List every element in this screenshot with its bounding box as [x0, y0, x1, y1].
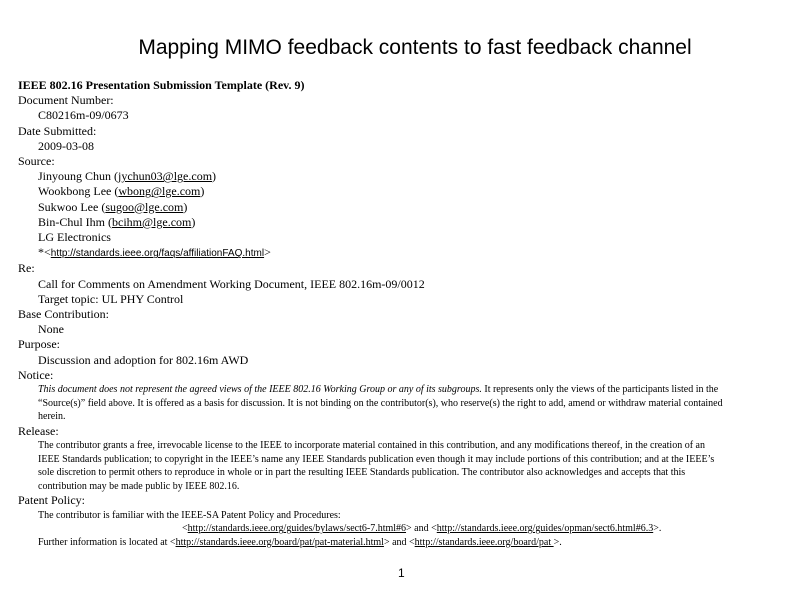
author-line — [18, 200, 793, 215]
board-pat-link[interactable]: http://standards.ieee.org/board/pat — [414, 536, 554, 548]
template-header: IEEE 802.16 Presentation Submission Template (Rev. 9) — [18, 78, 305, 92]
author-email-link[interactable]: jychun03@lge.com — [118, 169, 213, 184]
re-line-2: Target topic: UL PHY Control — [38, 291, 184, 306]
patent-line-3 — [18, 536, 793, 550]
bylaws-link[interactable]: http://standards.ieee.org/guides/bylaws/sect6-7.html#6 — [187, 523, 407, 535]
author-email-link[interactable]: sugoo@lge.com — [105, 199, 184, 214]
author-close: ) — [183, 199, 188, 214]
patent-l2-pre: < — [182, 523, 188, 535]
base-contribution-label: Base Contribution: — [18, 307, 109, 322]
opman-link[interactable]: http://standards.ieee.org/guides/opman/sect6.html#6.3 — [436, 523, 654, 535]
patent-l2-mid: > and < — [406, 523, 437, 535]
re-label: Re: — [18, 261, 35, 276]
organization: LG Electronics — [38, 230, 111, 245]
notice-label: Notice: — [18, 367, 54, 382]
notice-rest: It represents only the views of the participants listed in the — [481, 384, 719, 396]
document-number-value: C80216m-09/0673 — [38, 108, 129, 123]
author-name: Bin-Chul Ihm ( — [38, 214, 112, 229]
author-close: ) — [212, 169, 217, 184]
purpose-label: Purpose: — [18, 337, 60, 352]
faq-prefix: *< — [38, 245, 51, 260]
re-line-1: Call for Comments on Amendment Working Document, IEEE 802.16m-09/0012 — [38, 276, 425, 291]
slide-title: Mapping MIMO feedback contents to fast feedback channel — [138, 36, 692, 59]
patent-l3-mid: > and < — [383, 536, 415, 548]
notice-italic: This document does not represent the agreed views of the IEEE 802.16 Working Group or any of its subgroups. — [38, 384, 482, 396]
author-line — [18, 169, 793, 184]
release-line-1: The contributor grants a free, irrevocable license to the IEEE to incorporate material contained in this contribution, and any modifications thereof, in the creation of an — [38, 440, 705, 452]
release-line-3: sole discretion to permit others to reproduce in whole or in part the resulting IEEE Standards publication. The contributor also acknowledges and accepts that this — [38, 467, 686, 479]
affiliation-faq-link[interactable]: http://standards.ieee.org/faqs/affiliationFAQ.html — [50, 248, 265, 260]
author-close: ) — [191, 214, 196, 229]
patent-line-2 — [18, 522, 793, 536]
document-number-label: Document Number: — [18, 93, 114, 108]
affiliation-faq-line — [18, 245, 793, 261]
notice-line-1 — [18, 383, 793, 397]
author-name: Wookbong Lee ( — [38, 184, 119, 199]
date-submitted-label: Date Submitted: — [18, 123, 97, 138]
notice-line-2: “Source(s)” field above. It is offered as a basis for discussion. It is not binding on the contributor(s), who reserve(s) the right to add, amend or withdraw material contained — [38, 397, 723, 409]
release-line-4: contribution may be made public by IEEE 802.16. — [38, 480, 240, 492]
patent-policy-label: Patent Policy: — [18, 493, 85, 508]
author-line — [18, 184, 793, 199]
submission-template — [18, 78, 793, 549]
patent-line-1: The contributor is familiar with the IEEE-SA Patent Policy and Procedures: — [38, 509, 341, 521]
author-line — [18, 215, 793, 230]
author-email-link[interactable]: bcihm@lge.com — [112, 214, 192, 229]
page-number: 1 — [398, 566, 405, 580]
author-email-link[interactable]: wbong@lge.com — [118, 184, 201, 199]
source-label: Source: — [18, 154, 55, 169]
purpose-value: Discussion and adoption for 802.16m AWD — [38, 352, 249, 367]
release-label: Release: — [18, 423, 59, 438]
release-line-2: IEEE Standards publication; to copyright in the IEEE’s name any IEEE Standards publication even though it may include portions of this contribution; and at the IEEE’s — [38, 453, 715, 465]
patent-l2-post: >. — [653, 523, 662, 535]
faq-suffix: > — [264, 245, 271, 260]
patent-l3-pre: Further information is located at < — [38, 536, 176, 548]
author-name: Sukwoo Lee ( — [38, 199, 106, 214]
date-submitted-value: 2009-03-08 — [38, 138, 94, 153]
notice-line-3: herein. — [38, 411, 66, 423]
pat-material-link[interactable]: http://standards.ieee.org/board/pat/pat-material.html — [175, 536, 384, 548]
base-contribution-value: None — [38, 322, 64, 337]
patent-l3-post: >. — [553, 536, 562, 548]
author-name: Jinyoung Chun ( — [38, 169, 119, 184]
author-close: ) — [200, 184, 205, 199]
